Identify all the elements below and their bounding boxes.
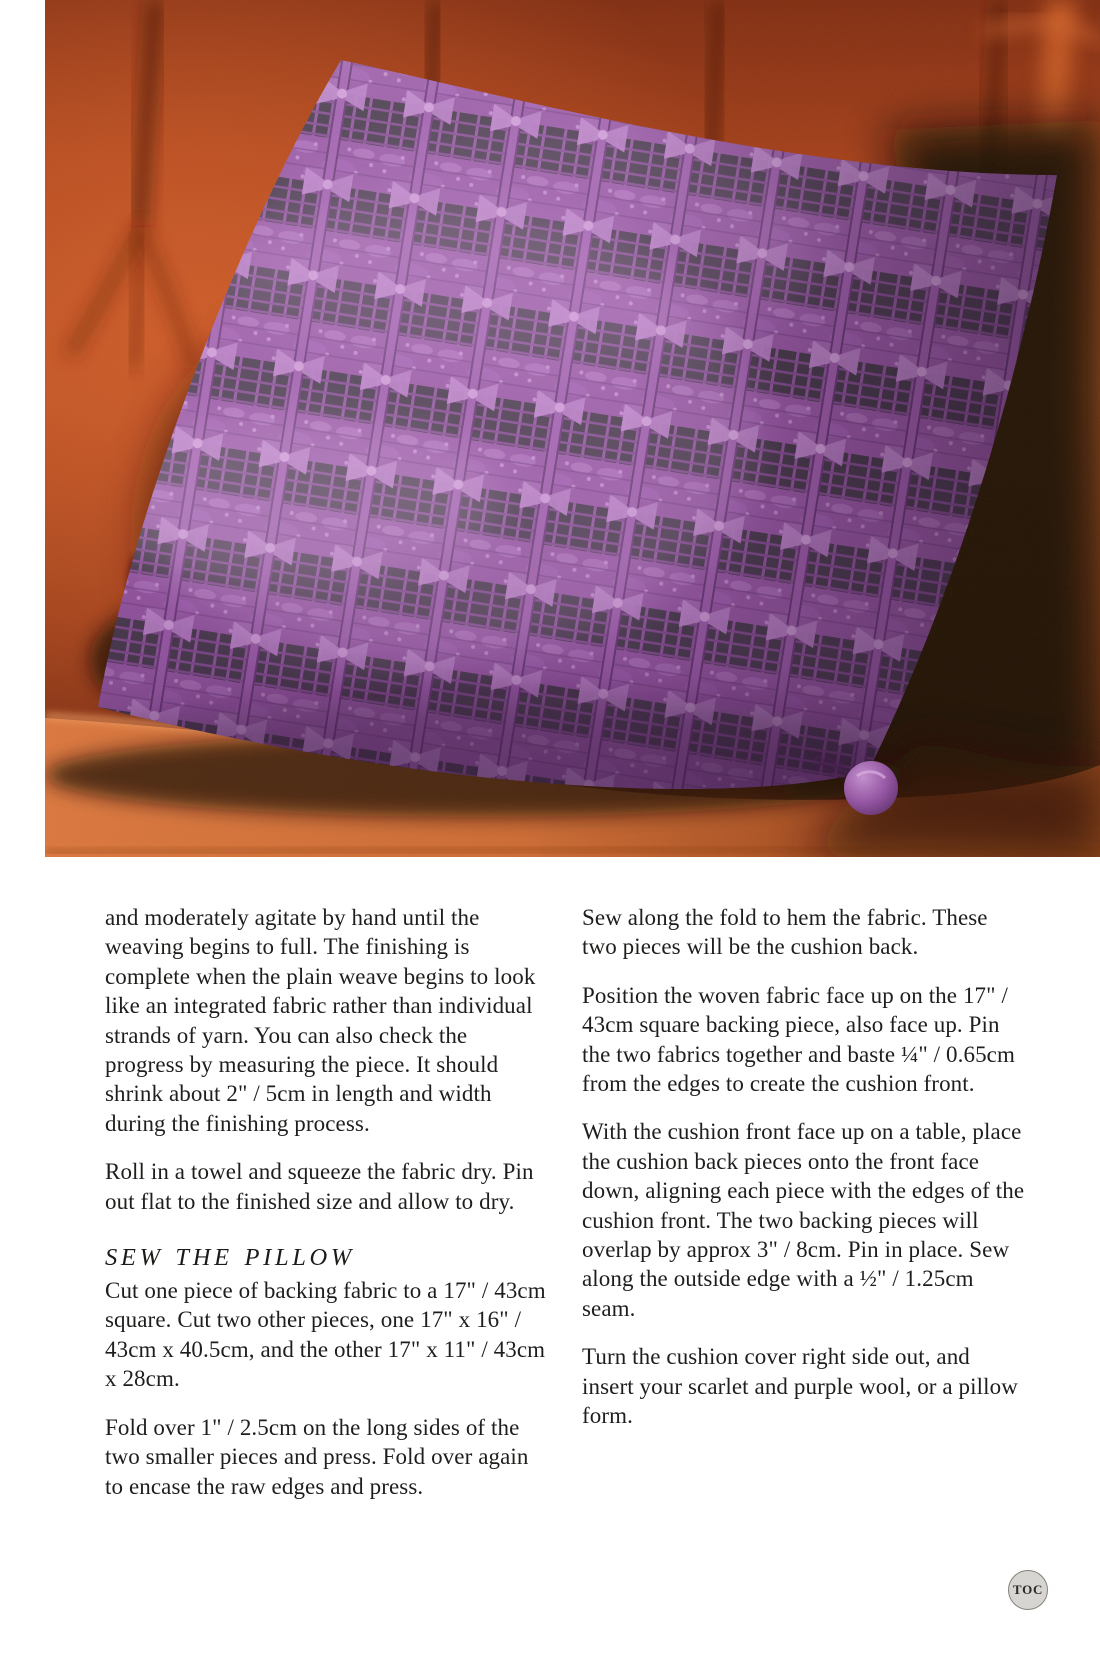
paragraph-finishing: and moderately agitate by hand until the weaving begins to full. The finishing is complete when the plain weave begins to look like an integrated fabric rather than individual strands of yarn. You can also check the progress by measuring the piece. It should shrink about 2" / 5cm in length and width during the finishing process.	[105, 905, 536, 1136]
photo-illustration	[45, 0, 1100, 857]
section-heading-sew-the-pillow: SEW THE PILLOW	[105, 1244, 356, 1272]
photo-grain-overlay	[45, 0, 1100, 857]
toc-button[interactable]: TOC	[1008, 1570, 1048, 1610]
article-body	[105, 903, 1027, 1520]
paragraph-hemming: Sew along the fold to hem the fabric. These two pieces will be the cushion back.	[582, 905, 988, 960]
left-column	[105, 903, 550, 1520]
paragraph-folding: Fold over 1" / 2.5cm on the long sides of the two smaller pieces and press. Fold over again to encase the raw edges and press.	[105, 1414, 529, 1499]
paragraph-cutting: Cut one piece of backing fabric to a 17" / 43cm square. Cut two other pieces, one 17" x 16" / 43cm x 40.5cm, and the other 17" x 11" / 43cm x 28cm.	[105, 1278, 546, 1392]
paragraph-drying: Roll in a towel and squeeze the fabric dry. Pin out flat to the finished size and allow to dry.	[105, 1159, 534, 1214]
right-column	[582, 903, 1027, 1520]
hero-photo	[45, 0, 1100, 857]
paragraph-turning: Turn the cushion cover right side out, and insert your scarlet and purple wool, or a pillow form.	[582, 1344, 1018, 1429]
paragraph-basting: Position the woven fabric face up on the 17" / 43cm square backing piece, also face up. Pin the two fabrics together and baste ¼" / 0.65cm from the edges to create the cushion front.	[582, 982, 1015, 1097]
paragraph-assembly: With the cushion front face up on a table, place the cushion back pieces onto the front face down, aligning each piece with the edges of the cushion front. The two backing pieces will overlap by approx 3" / 8cm. Pin in place. Sew along the outside edge with a ½" / 1.25cm seam.	[582, 1119, 1025, 1321]
